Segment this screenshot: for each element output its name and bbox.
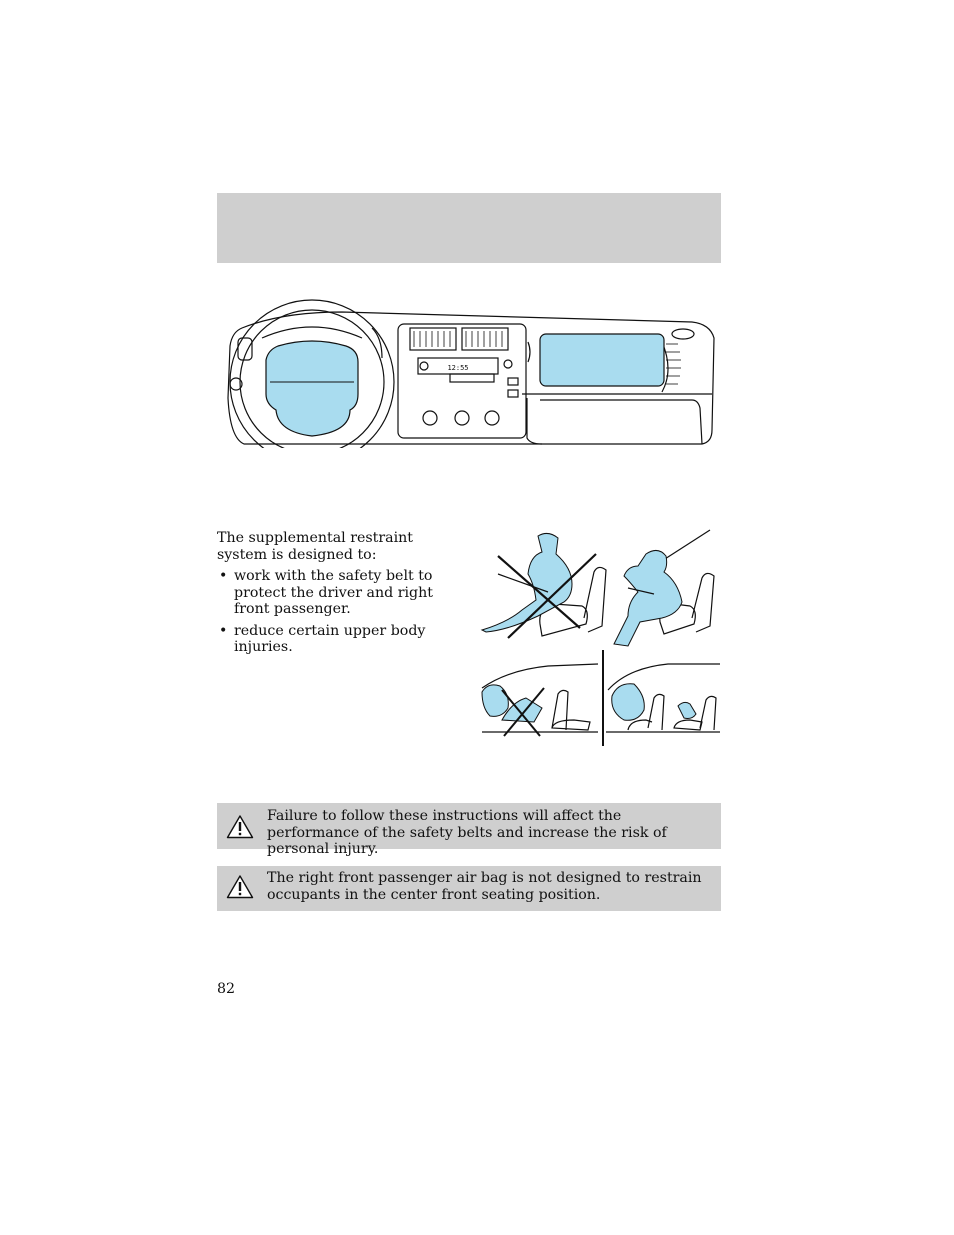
radio-clock-display: 12:55 [447, 364, 469, 372]
warning-box-belt-performance [217, 803, 721, 857]
vehicle-seating-illustration [478, 650, 722, 748]
dashboard-airbag-illustration [222, 298, 722, 448]
page-number: 82 [217, 981, 236, 997]
warning-box-center-seat [217, 866, 721, 911]
warning-triangle-icon [226, 874, 254, 899]
list-item: • work with the safety belt to protect the driver and right front passenger. [219, 568, 433, 617]
warning-text: Failure to follow these instructions will affect the performance of the safety belts and increase the risk of personal injury. [267, 808, 667, 857]
list-item: • reduce certain upper body injuries. [219, 622, 426, 655]
srs-intro-text [217, 530, 467, 661]
warning-triangle-icon [226, 814, 254, 839]
occupant-position-illustration [478, 526, 722, 650]
intro-lead: The supplemental restraint system is designed to: [217, 530, 413, 563]
section-header-bar [217, 193, 721, 263]
warning-text: The right front passenger air bag is not designed to restrain occupants in the center front seating position. [267, 870, 702, 903]
bullet-dot-icon: • [219, 622, 228, 639]
bullet-dot-icon: • [219, 568, 228, 584]
intro-bullet-list [217, 568, 467, 656]
